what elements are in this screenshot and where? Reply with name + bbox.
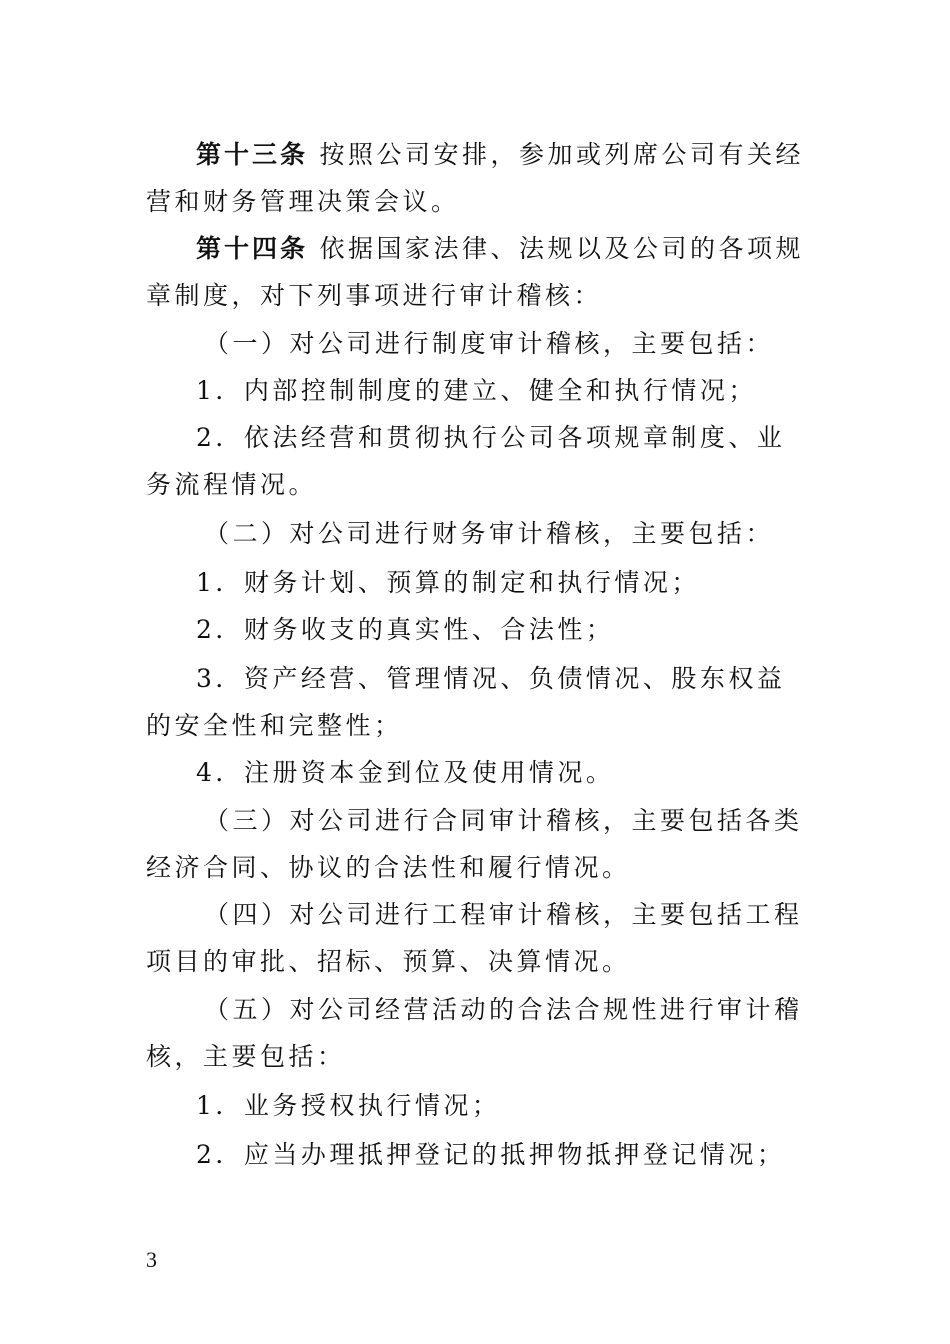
page-number: 3 bbox=[146, 1247, 157, 1272]
section-2-item-4: 4．注册资本金到位及使用情况。 bbox=[196, 758, 615, 787]
section-4: （四）对公司进行工程审计稽核，主要包括工程项目的审批、招标、预算、决算情况。 bbox=[146, 900, 803, 976]
article-14-text: 依据国家法律、法规以及公司的各项规章制度，对下列事项进行审计稽核： bbox=[146, 234, 804, 310]
section-2-item-2: 2．财务收支的真实性、合法性； bbox=[196, 615, 615, 644]
section-5-heading: （五）对公司经营活动的合法合规性进行审计稽核，主要包括： bbox=[146, 995, 803, 1071]
article-14-heading: 第十四条 bbox=[196, 234, 309, 263]
section-1-item-2: 2．依法经营和贯彻执行公司各项规章制度、业务流程情况。 bbox=[146, 423, 786, 499]
section-5-item-2: 2．应当办理抵押登记的抵押物抵押登记情况； bbox=[196, 1140, 786, 1169]
section-2-item-1: 1．财务计划、预算的制定和执行情况； bbox=[196, 568, 700, 597]
article-14 bbox=[146, 225, 811, 319]
section-2-heading: （二）对公司进行财务审计稽核，主要包括： bbox=[204, 519, 775, 548]
article-13-text: 按照公司安排，参加或列席公司有关经营和财务管理决策会议。 bbox=[146, 140, 804, 216]
section-3: （三）对公司进行合同审计稽核，主要包括各类经济合同、协议的合法性和履行情况。 bbox=[146, 806, 803, 882]
section-2-item-3: 3．资产经营、管理情况、负债情况、股东权益的安全性和完整性； bbox=[146, 664, 786, 740]
section-1-heading: （一）对公司进行制度审计稽核，主要包括： bbox=[204, 329, 775, 358]
article-13 bbox=[146, 131, 811, 225]
section-5-item-1: 1．业务授权执行情况； bbox=[196, 1091, 501, 1120]
article-13-heading: 第十三条 bbox=[196, 140, 309, 169]
section-1-item-1: 1．内部控制制度的建立、健全和执行情况； bbox=[196, 376, 757, 405]
